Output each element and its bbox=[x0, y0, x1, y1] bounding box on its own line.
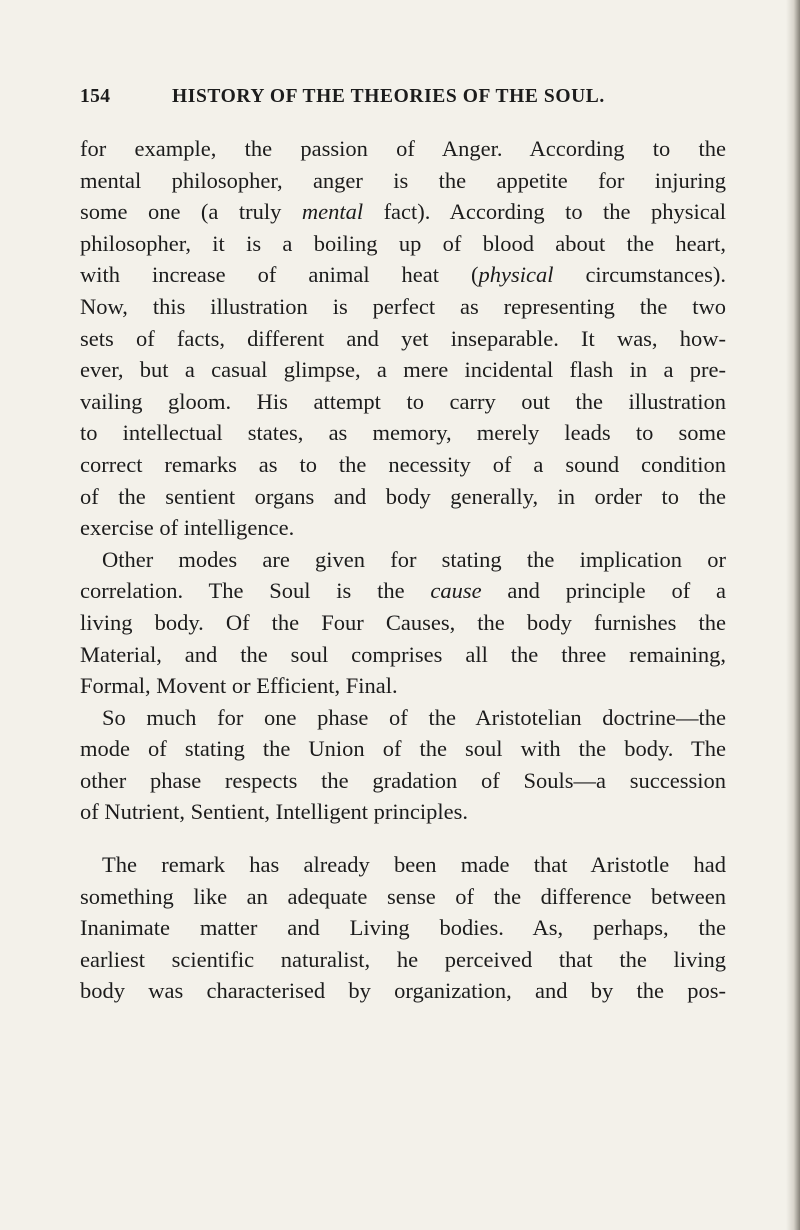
text-line: ever, but a casual glimpse, a mere incidental flash in a pre- bbox=[80, 357, 726, 383]
text-line: mental philosopher, anger is the appetite for injuring bbox=[80, 167, 726, 193]
text-line: correct remarks as to the necessity of a sound condition bbox=[80, 451, 726, 477]
text-line: with increase of animal heat (physical circumstances). bbox=[80, 262, 726, 288]
text-line: Material, and the soul comprises all the three remaining, bbox=[80, 641, 726, 667]
text-line: philosopher, it is a boiling up of blood about the heart, bbox=[80, 230, 726, 256]
text-line: for example, the passion of Anger. According to the bbox=[80, 136, 726, 161]
text-line: of the sentient organs and body generally, in order to the bbox=[80, 483, 726, 509]
text-line: sets of facts, different and yet inseparable. It was, how- bbox=[80, 325, 726, 351]
text-line: Inanimate matter and Living bodies. As, perhaps, the bbox=[80, 915, 726, 941]
text-line: So much for one phase of the Aristotelian doctrine—the bbox=[102, 704, 726, 730]
text-line: correlation. The Soul is the cause and principle of a bbox=[80, 578, 726, 604]
page-edge-shadow bbox=[786, 0, 800, 1230]
text-line: body was characterised by organization, and by the pos- bbox=[80, 978, 726, 1004]
text-line: Formal, Movent or Efficient, Final. bbox=[80, 673, 398, 699]
text-line: earliest scientific naturalist, he perceived that the living bbox=[80, 946, 726, 972]
text-line: mode of stating the Union of the soul with the body. The bbox=[80, 736, 726, 762]
text-line: exercise of intelligence. bbox=[80, 515, 295, 541]
text-line: to intellectual states, as memory, merely leads to some bbox=[80, 420, 726, 446]
text-line: Other modes are given for stating the implication or bbox=[102, 546, 726, 572]
text-line: vailing gloom. His attempt to carry out the illustration bbox=[80, 388, 726, 414]
text-line: some one (a truly mental fact). According to the physical bbox=[80, 199, 726, 225]
text-line: Now, this illustration is perfect as representing the two bbox=[80, 293, 726, 319]
text-line: something like an adequate sense of the difference between bbox=[80, 883, 726, 909]
text-line: living body. Of the Four Causes, the body furnishes the bbox=[80, 609, 726, 635]
body-text bbox=[80, 133, 726, 1007]
page-header bbox=[80, 86, 720, 116]
text-line: The remark has already been made that Aristotle had bbox=[102, 852, 726, 878]
page-number: 154 bbox=[80, 86, 111, 107]
text-line: of Nutrient, Sentient, Intelligent principles. bbox=[80, 799, 469, 825]
running-head: HISTORY OF THE THEORIES OF THE SOUL. bbox=[172, 86, 605, 107]
section-break bbox=[80, 828, 726, 849]
text-line: other phase respects the gradation of Souls—a succession bbox=[80, 767, 726, 793]
